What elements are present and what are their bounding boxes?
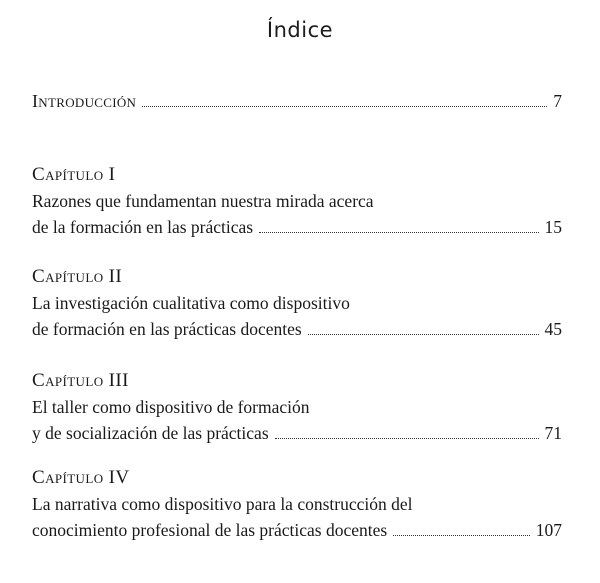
dot-leader	[259, 231, 538, 233]
toc-entry-capitulo-4[interactable]	[32, 465, 562, 543]
chapter-title-line: El taller como dispositivo de formación	[32, 397, 310, 417]
chapter-title-line: conocimiento profesional de las prácticas docentes	[32, 520, 388, 540]
dot-leader	[393, 534, 530, 536]
toc-line	[32, 188, 562, 214]
chapter-title-line: Razones que fundamentan nuestra mirada acerca	[32, 191, 374, 211]
toc-page-number: 15	[544, 217, 562, 237]
dot-leader	[142, 105, 547, 107]
toc-page-number: 45	[544, 319, 562, 339]
toc-entry-capitulo-1[interactable]	[32, 162, 562, 240]
toc-page-number: 7	[553, 91, 562, 111]
chapter-title-line: y de socialización de las prácticas	[32, 423, 269, 443]
toc-line	[32, 214, 562, 240]
toc-entry-capitulo-3[interactable]	[32, 368, 562, 446]
toc-line	[32, 394, 562, 420]
chapter-title-line: de formación en las prácticas docentes	[32, 319, 302, 339]
toc-line	[32, 420, 562, 446]
dot-leader	[275, 437, 539, 439]
chapter-heading: Capítulo III	[32, 370, 129, 391]
dot-leader	[308, 333, 539, 335]
toc-line	[32, 517, 562, 543]
toc-page-number: 71	[544, 423, 562, 443]
chapter-heading: Capítulo IV	[32, 467, 130, 488]
toc-entry-capitulo-2[interactable]	[32, 264, 562, 342]
toc-line	[32, 88, 562, 114]
toc-line	[32, 491, 562, 517]
page-title: Índice	[266, 18, 334, 42]
toc-entry-label: Introducción	[32, 91, 137, 111]
toc-line	[32, 290, 562, 316]
chapter-heading: Capítulo I	[32, 164, 116, 185]
chapter-heading: Capítulo II	[32, 266, 123, 287]
chapter-title-line: La investigación cualitativa como dispositivo	[32, 293, 350, 313]
toc-entry-introduccion[interactable]	[32, 88, 562, 114]
toc-line	[32, 316, 562, 342]
chapter-title-line: de la formación en las prácticas	[32, 217, 254, 237]
toc-page-number: 107	[535, 520, 562, 540]
chapter-title-line: La narrativa como dispositivo para la construcción del	[32, 494, 413, 514]
